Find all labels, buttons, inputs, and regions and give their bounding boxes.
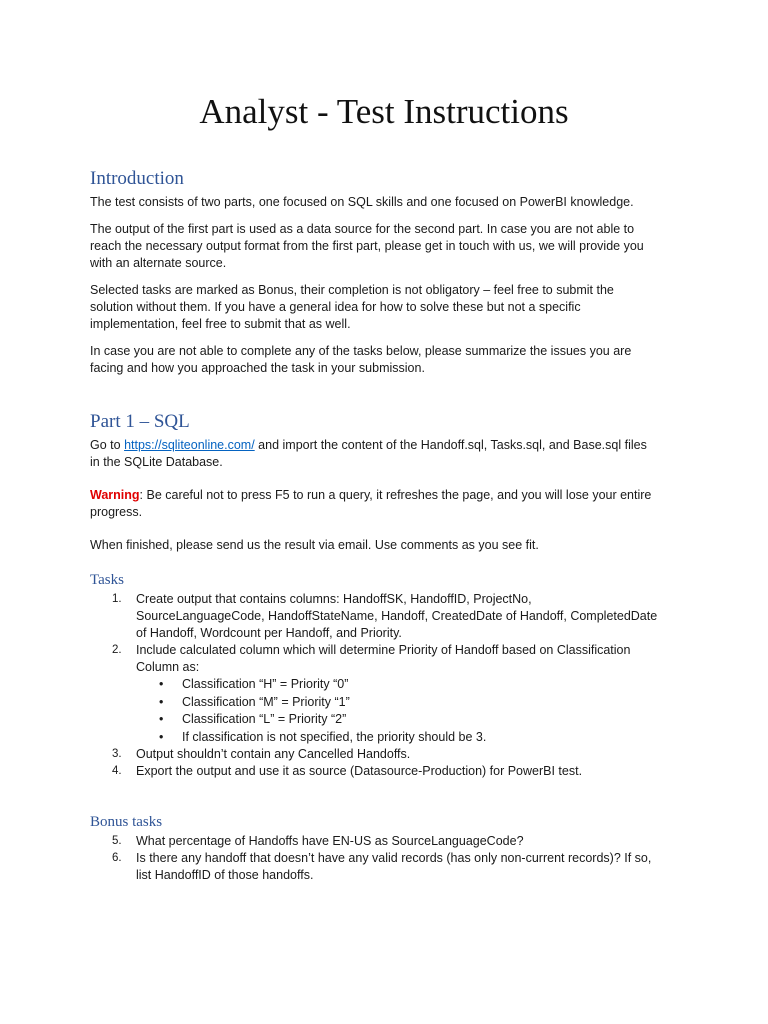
warning-label: Warning [90, 488, 140, 502]
bonus-tasks-heading: Bonus tasks [90, 814, 163, 830]
tasks-list [90, 591, 660, 780]
list-item-text: Output shouldn’t contain any Cancelled Handoffs. [136, 747, 411, 761]
list-item-text: Export the output and use it as source (Datasource-Production) for PowerBI test. [136, 764, 583, 778]
part1-heading: Part 1 – SQL [90, 411, 190, 432]
document-body [90, 168, 660, 884]
goto-paragraph [90, 437, 660, 471]
list-item-number: 4. [112, 765, 122, 777]
classification-bullets [136, 676, 660, 746]
bullet-item: • Classification “M” = Priority “1” [136, 694, 660, 712]
intro-paragraph-2: The output of the first part is used as a data source for the second part. In case you are not able to reach the necessary output format from the first part, please get in touch with us, we will provide you with an alternate source. [90, 222, 644, 270]
list-item-number: 3. [112, 748, 122, 760]
bonus-tasks-list [90, 833, 660, 884]
bullet-item: • If classification is not specified, the priority should be 3. [136, 729, 660, 747]
list-item-text: What percentage of Handoffs have EN-US as SourceLanguageCode? [136, 834, 524, 848]
introduction-heading: Introduction [90, 168, 184, 189]
list-item-text: Create output that contains columns: HandoffSK, HandoffID, ProjectNo, SourceLanguageCode, HandoffStateName, Handoff, CreatedDate of Handoff, CompletedDate of Handoff, Wordcount per Handoff, and Priority. [136, 592, 658, 640]
goto-suffix: and import the content of the Handoff.sql, Tasks.sql, and Base.sql files in the SQLite Database. [90, 438, 647, 469]
list-item [90, 591, 660, 642]
list-item-number: 2. [112, 644, 122, 656]
list-item-number: 6. [112, 852, 122, 864]
list-item [90, 746, 660, 763]
warning-text: : Be careful not to press F5 to run a query, it refreshes the page, and you will lose your entire progress. [90, 488, 652, 519]
list-item-number: 1. [112, 593, 122, 605]
list-item [90, 642, 660, 746]
document-title: Analyst - Test Instructions [199, 92, 569, 131]
finished-paragraph: When finished, please send us the result via email. Use comments as you see fit. [90, 538, 539, 552]
warning-paragraph [90, 487, 660, 521]
list-item-number: 5. [112, 835, 122, 847]
sqliteonline-link[interactable]: https://sqliteonline.com/ [124, 438, 255, 452]
list-item [90, 833, 660, 850]
tasks-heading: Tasks [90, 572, 124, 588]
intro-paragraph-1: The test consists of two parts, one focused on SQL skills and one focused on PowerBI knowledge. [90, 195, 634, 209]
intro-paragraph-4: In case you are not able to complete any of the tasks below, please summarize the issues you are facing and how you approached the task in your submission. [90, 344, 632, 375]
intro-paragraph-3: Selected tasks are marked as Bonus, their completion is not obligatory – feel free to submit the solution without them. If you have a general idea for how to solve these but not a specific implementation, feel free to submit that as well. [90, 283, 614, 331]
list-item [90, 763, 660, 780]
bullet-item: • Classification “H” = Priority “0” [136, 676, 660, 694]
list-item-text: Is there any handoff that doesn’t have any valid records (has only non-current records)? If so, list HandoffID of those handoffs. [136, 851, 652, 882]
bullet-item: • Classification “L” = Priority “2” [136, 711, 660, 729]
goto-prefix: Go to [90, 438, 121, 452]
list-item [90, 850, 660, 884]
list-item-text: Include calculated column which will determine Priority of Handoff based on Classification Column as: [136, 643, 631, 674]
